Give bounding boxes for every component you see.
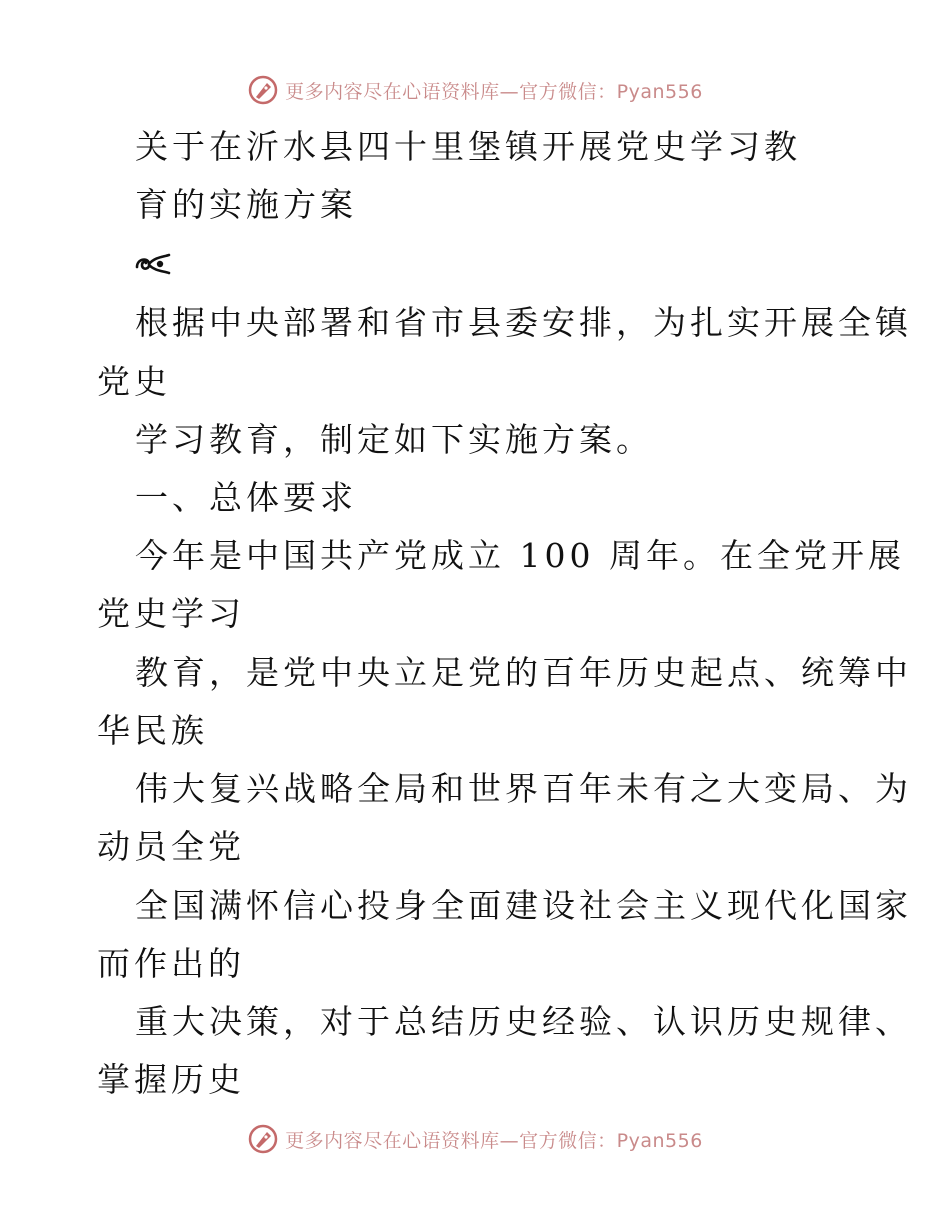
body-line: 掌握历史 xyxy=(97,1060,245,1099)
bottom-watermark xyxy=(0,1119,950,1159)
body-line: 华民族 xyxy=(97,711,208,750)
pen-nib-logo-icon xyxy=(247,1123,279,1155)
body-line: 党史 xyxy=(97,362,171,401)
body-line: 而作出的 xyxy=(97,944,245,983)
body-line: 今年是中国共产党成立 100 周年。在全党开展 xyxy=(135,536,905,575)
body-line: 重大决策，对于总结历史经验、认识历史规律、 xyxy=(135,1002,912,1041)
pen-nib-logo-icon xyxy=(247,74,279,106)
body-line: 根据中央部署和省市县委安排，为扎实开展全镇 xyxy=(135,303,912,342)
body-line: 学习教育，制定如下实施方案。 xyxy=(135,420,653,459)
fleuron-ornament-icon xyxy=(133,251,173,277)
document-title-line-2: 育的实施方案 xyxy=(135,185,357,224)
watermark-text: 更多内容尽在心语资料库—官方微信：Pyan556 xyxy=(285,1129,703,1152)
body-line: 动员全党 xyxy=(97,827,245,866)
body-line: 全国满怀信心投身全面建设社会主义现代化国家 xyxy=(135,886,912,925)
body-line: 教育，是党中央立足党的百年历史起点、统筹中 xyxy=(135,653,912,692)
top-watermark xyxy=(0,70,950,110)
body-line: 伟大复兴战略全局和世界百年未有之大变局、为 xyxy=(135,769,912,808)
body-line: 党史学习 xyxy=(97,594,245,633)
watermark-text: 更多内容尽在心语资料库—官方微信：Pyan556 xyxy=(285,80,703,103)
document-title-line-1: 关于在沂水县四十里堡镇开展党史学习教 xyxy=(135,127,801,166)
section-heading: 一、总体要求 xyxy=(135,478,357,517)
